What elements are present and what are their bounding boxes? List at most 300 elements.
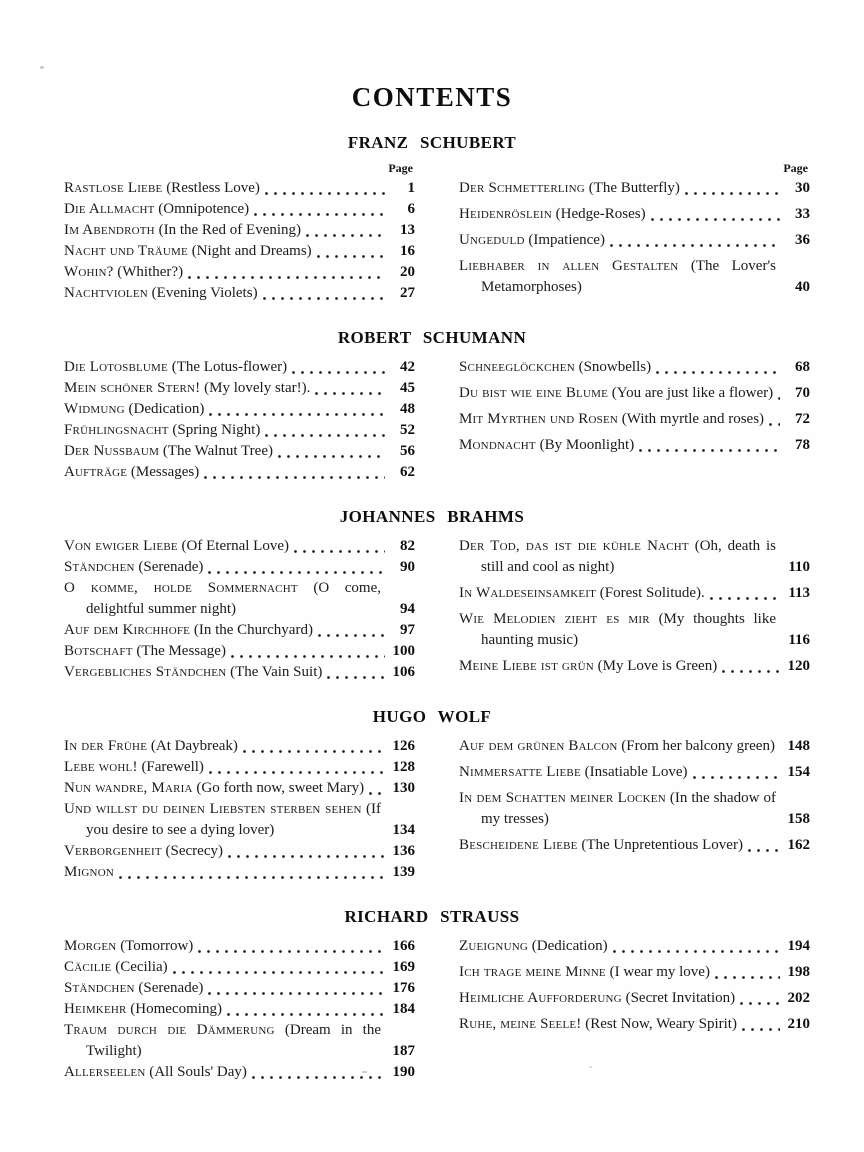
- dot-leader: [381, 599, 389, 620]
- entry-title: [64, 841, 223, 862]
- entry-title: [64, 957, 168, 978]
- composer-section: [0, 707, 864, 883]
- entry-title: [64, 662, 322, 683]
- entry-title: [459, 835, 743, 856]
- entry-title-german: Vergebliches Ständchen: [64, 664, 227, 680]
- dot-leader: [364, 778, 389, 799]
- entry-title-translation: (By Moonlight): [539, 437, 635, 453]
- entry-title: [64, 936, 193, 957]
- dot-leader: [773, 383, 784, 404]
- entry-title: [459, 583, 705, 604]
- dot-leader: [381, 1041, 389, 1062]
- page-column-label: Page: [388, 161, 413, 175]
- entry-title-translation: (Snowbells): [578, 359, 652, 375]
- entry-title-german: Lebe wohl!: [64, 759, 138, 775]
- dot-leader: [204, 757, 389, 778]
- entry-title: [459, 230, 605, 251]
- toc-entry: [64, 862, 415, 883]
- entry-title-translation: (Go forth now, sweet Mary): [196, 780, 365, 796]
- entry-title-german: Rastlose Liebe: [64, 180, 163, 196]
- entry-title: [64, 399, 204, 420]
- entry-page-number: 148: [787, 738, 810, 754]
- entry-page-number: 72: [795, 411, 810, 427]
- dot-leader: [743, 835, 784, 856]
- dot-leader: [247, 1062, 389, 1083]
- dot-leader: [605, 230, 784, 251]
- entry-title-translation: (The Message): [136, 643, 226, 659]
- toc-entry: [64, 662, 415, 683]
- dot-leader: [776, 557, 784, 578]
- entry-title-german: Mein schöner Stern!: [64, 380, 201, 396]
- entry-title-german: Heimkehr: [64, 1001, 127, 1017]
- toc-entry: [64, 957, 415, 978]
- entry-page-number: 198: [787, 964, 810, 980]
- entry-page-number: 27: [400, 285, 415, 301]
- entry-title: [64, 536, 289, 557]
- entry-title: [459, 788, 776, 830]
- dot-leader: [203, 557, 389, 578]
- composer-heading: FRANZ SCHUBERT: [347, 133, 517, 152]
- toc-entry: [64, 578, 415, 620]
- entry-title: [459, 962, 710, 983]
- dot-leader: [273, 441, 389, 462]
- entry-title: [64, 999, 222, 1020]
- entry-title-translation: (Homecoming): [130, 1001, 222, 1017]
- entry-title-german: Du bist wie eine Blume: [459, 385, 608, 401]
- entry-title-translation: (The Lover's Metamorphoses): [481, 258, 777, 295]
- toc-entry: [459, 762, 810, 783]
- toc-entry: [459, 1014, 810, 1035]
- entry-title-german: Schneeglöckchen: [459, 359, 575, 375]
- entry-title: [64, 441, 273, 462]
- dot-leader: [651, 357, 784, 378]
- entry-title-translation: (Secrecy): [165, 843, 223, 859]
- dot-leader: [710, 962, 784, 983]
- toc-entry: [64, 220, 415, 241]
- dot-leader: [717, 656, 784, 677]
- toc-entry: [64, 420, 415, 441]
- entry-title: [64, 578, 381, 620]
- entry-page-number: 166: [392, 938, 415, 954]
- entry-title-german: Widmung: [64, 401, 125, 417]
- entry-page-number: 176: [392, 980, 415, 996]
- composer-section: [0, 507, 864, 683]
- toc-entry: [64, 1020, 415, 1062]
- columns: [0, 936, 864, 1083]
- dot-leader: [199, 462, 389, 483]
- toc-entry: [459, 656, 810, 677]
- entry-title-translation: (Rest Now, Weary Spirit): [585, 1016, 737, 1032]
- column-left: [64, 162, 415, 304]
- toc-entry: [64, 557, 415, 578]
- dot-leader: [289, 536, 389, 557]
- entry-page-number: 106: [392, 664, 415, 680]
- entry-title: [64, 641, 226, 662]
- entry-title-german: Auf dem Kirchhofe: [64, 622, 191, 638]
- entry-page-number: 120: [787, 658, 810, 674]
- entry-title: [64, 283, 258, 304]
- entry-title-translation: (Night and Dreams): [191, 243, 312, 259]
- column-left: [64, 536, 415, 683]
- toc-entry: [64, 799, 415, 841]
- entry-title: [64, 1020, 381, 1062]
- page-title: CONTENTS: [351, 82, 513, 112]
- entry-title-german: Und willst du deinen Liebsten sterben sehen: [64, 801, 362, 817]
- entry-page-number: 82: [400, 538, 415, 554]
- entry-page-number: 52: [400, 422, 415, 438]
- entry-title-german: Im Abendroth: [64, 222, 155, 238]
- toc-entry: [459, 609, 810, 651]
- entry-title-german: Mondnacht: [459, 437, 536, 453]
- dot-leader: [608, 936, 784, 957]
- toc-entry: [459, 409, 810, 430]
- entry-page-number: 100: [392, 643, 415, 659]
- columns: [0, 357, 864, 483]
- dot-leader: [238, 736, 389, 757]
- entry-page-number: 56: [400, 443, 415, 459]
- entry-title-german: Ständchen: [64, 980, 135, 996]
- dot-leader: [688, 762, 785, 783]
- entry-title-translation: (Evening Violets): [151, 285, 258, 301]
- toc-entry: [64, 262, 415, 283]
- columns: [0, 162, 864, 304]
- entry-title: [64, 736, 238, 757]
- toc-entry: [459, 178, 810, 199]
- toc-entry: [459, 962, 810, 983]
- entry-page-number: 194: [787, 938, 810, 954]
- entry-title-translation: (My lovely star!).: [204, 380, 311, 396]
- toc-entry: [64, 641, 415, 662]
- entry-title-translation: (At Daybreak): [150, 738, 238, 754]
- entry-title-translation: (Dedication): [128, 401, 205, 417]
- column-right: [459, 736, 810, 883]
- toc-entry: [64, 999, 415, 1020]
- entry-title-german: Auf dem grünen Balcon: [459, 738, 618, 754]
- entry-page-number: 94: [400, 601, 415, 617]
- entry-title-german: Verborgenheit: [64, 843, 162, 859]
- entry-title-german: Nacht und Träume: [64, 243, 188, 259]
- column-left: [64, 736, 415, 883]
- entry-title-german: Die Allmacht: [64, 201, 155, 217]
- entry-title: [459, 988, 735, 1009]
- scan-speck: [40, 66, 44, 69]
- toc-entry: [64, 536, 415, 557]
- entry-title-translation: (Messages): [130, 464, 200, 480]
- entry-title: [64, 620, 313, 641]
- composer-heading: ROBERT SCHUMANN: [337, 328, 527, 347]
- dot-leader: [114, 862, 389, 883]
- entry-title: [64, 241, 312, 262]
- dot-leader: [381, 820, 389, 841]
- entry-title: [64, 978, 203, 999]
- entry-title-translation: (In the shadow of my tresses): [481, 790, 776, 827]
- entry-page-number: 36: [795, 232, 810, 248]
- toc-entry: [459, 536, 810, 578]
- entry-title-german: Wohin?: [64, 264, 114, 280]
- entry-page-number: 126: [392, 738, 415, 754]
- toc-entry: [64, 936, 415, 957]
- dot-leader: [249, 199, 389, 220]
- dot-leader: [203, 978, 389, 999]
- dot-leader: [222, 999, 389, 1020]
- entry-title-german: Nachtviolen: [64, 285, 148, 301]
- toc-entry: [459, 357, 810, 378]
- dot-leader: [705, 583, 784, 604]
- toc-entry: [459, 583, 810, 604]
- entry-title-translation: (Farewell): [141, 759, 204, 775]
- entry-title-german: Heimliche Aufforderung: [459, 990, 622, 1006]
- entry-title: [459, 178, 680, 199]
- entry-title-german: Ich trage meine Minne: [459, 964, 606, 980]
- entry-title-translation: (Cecilia): [115, 959, 168, 975]
- entry-title: [64, 757, 204, 778]
- column-right: [459, 536, 810, 683]
- entry-title-german: Zueignung: [459, 938, 529, 954]
- entry-title-translation: (You are just like a flower): [611, 385, 774, 401]
- toc-entry: [64, 1062, 415, 1083]
- toc-entry: [64, 462, 415, 483]
- entry-title: [64, 862, 114, 883]
- composer-heading: HUGO WOLF: [372, 707, 492, 726]
- dot-leader: [680, 178, 784, 199]
- entry-title-german: Traum durch die Dämmerung: [64, 1022, 275, 1038]
- toc-entry: [459, 230, 810, 251]
- dot-leader: [168, 957, 389, 978]
- entry-title-german: Die Lotosblume: [64, 359, 168, 375]
- entry-title-translation: (Dedication): [531, 938, 608, 954]
- entry-page-number: 202: [787, 990, 810, 1006]
- dot-leader: [260, 178, 389, 199]
- entry-title: [64, 1062, 247, 1083]
- dot-leader: [764, 409, 784, 430]
- dot-leader: [776, 277, 784, 298]
- entry-title-german: Nun wandre, Maria: [64, 780, 193, 796]
- toc-entry: [64, 199, 415, 220]
- entry-title: [459, 204, 646, 225]
- entry-title: [64, 462, 199, 483]
- scan-speck: [589, 1066, 592, 1068]
- entry-title: [64, 199, 249, 220]
- entry-title: [459, 409, 764, 430]
- entry-title-german: In Waldeseinsamkeit: [459, 585, 597, 601]
- dot-leader: [313, 620, 389, 641]
- entry-title-translation: (Secret Invitation): [625, 990, 736, 1006]
- entry-title-german: O komme, holde Sommernacht: [64, 580, 298, 596]
- dot-leader: [183, 262, 389, 283]
- entry-page-number: 210: [787, 1016, 810, 1032]
- entry-title-translation: (O come, delightful summer night): [86, 580, 382, 617]
- entry-title-translation: (Impatience): [528, 232, 605, 248]
- column-left: [64, 936, 415, 1083]
- entry-title: [64, 220, 301, 241]
- entry-title: [459, 1014, 737, 1035]
- columns: [0, 536, 864, 683]
- entry-page-number: 116: [788, 632, 810, 648]
- toc-entry: [459, 435, 810, 456]
- entry-title-german: Liebhaber in allen Gestalten: [459, 258, 679, 274]
- entry-title-translation: (Insatiable Love): [584, 764, 688, 780]
- toc-entry: [64, 357, 415, 378]
- entry-title: [459, 609, 776, 651]
- entry-page-number: 16: [400, 243, 415, 259]
- toc-entry: [64, 978, 415, 999]
- entry-title-german: Der Schmetterling: [459, 180, 585, 196]
- entry-title-german: Der Nussbaum: [64, 443, 160, 459]
- entry-title-german: Allerseelen: [64, 1064, 146, 1080]
- entry-page-number: 130: [392, 780, 415, 796]
- toc-entry: [64, 841, 415, 862]
- entry-title-translation: (The Walnut Tree): [162, 443, 273, 459]
- entry-title-translation: (From her balcony green): [621, 738, 775, 754]
- entry-page-number: 139: [392, 864, 415, 880]
- entry-page-number: 158: [787, 811, 810, 827]
- entry-page-number: 187: [392, 1043, 415, 1059]
- dot-leader: [312, 241, 389, 262]
- entry-title-german: Heidenröslein: [459, 206, 552, 222]
- entry-title-translation: (My Love is Green): [597, 658, 718, 674]
- entry-title: [459, 383, 773, 404]
- toc-entry: [64, 399, 415, 420]
- entry-title-translation: (In the Red of Evening): [158, 222, 302, 238]
- dot-leader: [775, 736, 784, 757]
- entry-page-number: 1: [407, 180, 415, 196]
- toc-entry: [459, 988, 810, 1009]
- entry-title-translation: (My thoughts like haunting music): [481, 611, 777, 648]
- column-right: [459, 162, 810, 304]
- entry-title-translation: (The Lotus-flower): [171, 359, 288, 375]
- dot-leader: [310, 378, 389, 399]
- entry-title-german: In dem Schatten meiner Locken: [459, 790, 666, 806]
- dot-leader: [737, 1014, 784, 1035]
- entry-page-number: 68: [795, 359, 810, 375]
- entry-title-translation: (With myrtle and roses): [621, 411, 765, 427]
- entry-title: [459, 936, 608, 957]
- entry-title-translation: (Restless Love): [166, 180, 260, 196]
- column-right: [459, 357, 810, 483]
- entry-title-translation: (Whither?): [117, 264, 184, 280]
- entry-title-german: Nimmersatte Liebe: [459, 764, 581, 780]
- sections-container: [0, 133, 864, 1083]
- entry-page-number: 97: [400, 622, 415, 638]
- dot-leader: [776, 630, 784, 651]
- columns: [0, 736, 864, 883]
- dot-leader: [226, 641, 389, 662]
- entry-title-translation: (Forest Solitude).: [599, 585, 705, 601]
- entry-page-number: 13: [400, 222, 415, 238]
- entry-title: [459, 736, 775, 757]
- column-right: [459, 936, 810, 1083]
- composer-heading: JOHANNES BRAHMS: [339, 507, 525, 526]
- dot-leader: [735, 988, 784, 1009]
- toc-entry: [64, 620, 415, 641]
- entry-title-german: Wie Melodien zieht es mir: [459, 611, 650, 627]
- entry-page-number: 190: [392, 1064, 415, 1080]
- dot-leader: [223, 841, 389, 862]
- entry-page-number: 128: [392, 759, 415, 775]
- entry-page-number: 110: [788, 559, 810, 575]
- toc-entry: [459, 204, 810, 225]
- entry-title-translation: (I wear my love): [609, 964, 710, 980]
- entry-title-german: Bescheidene Liebe: [459, 837, 578, 853]
- composer-section: [0, 133, 864, 304]
- composer-section: [0, 907, 864, 1083]
- entry-title: [64, 420, 260, 441]
- toc-entry: [64, 757, 415, 778]
- entry-title-translation: (Omnipotence): [158, 201, 250, 217]
- entry-title-translation: (All Souls' Day): [149, 1064, 247, 1080]
- toc-entry: [64, 283, 415, 304]
- toc-entry: [64, 241, 415, 262]
- entry-page-number: 90: [400, 559, 415, 575]
- entry-title: [64, 799, 381, 841]
- entry-title-german: Mignon: [64, 864, 114, 880]
- entry-page-number: 42: [400, 359, 415, 375]
- entry-page-number: 113: [788, 585, 810, 601]
- entry-title: [459, 762, 688, 783]
- entry-title: [64, 778, 364, 799]
- entry-title: [64, 262, 183, 283]
- entry-title-german: Frühlingsnacht: [64, 422, 169, 438]
- entry-page-number: 162: [787, 837, 810, 853]
- entry-title: [459, 656, 717, 677]
- entry-page-number: 62: [400, 464, 415, 480]
- entry-title: [64, 178, 260, 199]
- entry-title-german: Cäcilie: [64, 959, 112, 975]
- entry-page-number: 184: [392, 1001, 415, 1017]
- entry-title-german: Morgen: [64, 938, 117, 954]
- entry-page-number: 78: [795, 437, 810, 453]
- entry-page-number: 48: [400, 401, 415, 417]
- entry-title-translation: (Serenade): [138, 559, 204, 575]
- column-left: [64, 357, 415, 483]
- entry-page-number: 33: [795, 206, 810, 222]
- entry-title-translation: (Oh, death is still and cool as night): [481, 538, 776, 575]
- entry-page-number: 154: [787, 764, 810, 780]
- dot-leader: [301, 220, 389, 241]
- entry-title-translation: (The Butterfly): [588, 180, 680, 196]
- entry-title-translation: (Dream in the Twilight): [86, 1022, 381, 1059]
- entry-title: [64, 378, 310, 399]
- dot-leader: [776, 809, 784, 830]
- toc-entry: [64, 441, 415, 462]
- entry-page-number: 45: [400, 380, 415, 396]
- entry-title-translation: (Of Eternal Love): [181, 538, 289, 554]
- entry-page-number: 134: [392, 822, 415, 838]
- toc-entry: [64, 378, 415, 399]
- entry-title-translation: (In the Churchyard): [193, 622, 313, 638]
- dot-leader: [646, 204, 784, 225]
- toc-entry: [459, 383, 810, 404]
- entry-title-german: Aufträge: [64, 464, 128, 480]
- entry-page-number: 6: [407, 201, 415, 217]
- entry-title-german: Botschaft: [64, 643, 133, 659]
- toc-entry: [64, 178, 415, 199]
- toc-entry: [459, 835, 810, 856]
- entry-title: [64, 357, 287, 378]
- toc-entry: [64, 778, 415, 799]
- toc-entry: [459, 256, 810, 298]
- entry-title-german: Meine Liebe ist grün: [459, 658, 594, 674]
- entry-title-german: Der Tod, das ist die kühle Nacht: [459, 538, 689, 554]
- dot-leader: [322, 662, 389, 683]
- dot-leader: [204, 399, 389, 420]
- entry-title: [64, 557, 203, 578]
- entry-title-german: Ständchen: [64, 559, 135, 575]
- entry-title: [459, 256, 776, 298]
- entry-title-translation: (If you desire to see a dying lover): [86, 801, 381, 838]
- toc-entry: [459, 936, 810, 957]
- dot-leader: [258, 283, 389, 304]
